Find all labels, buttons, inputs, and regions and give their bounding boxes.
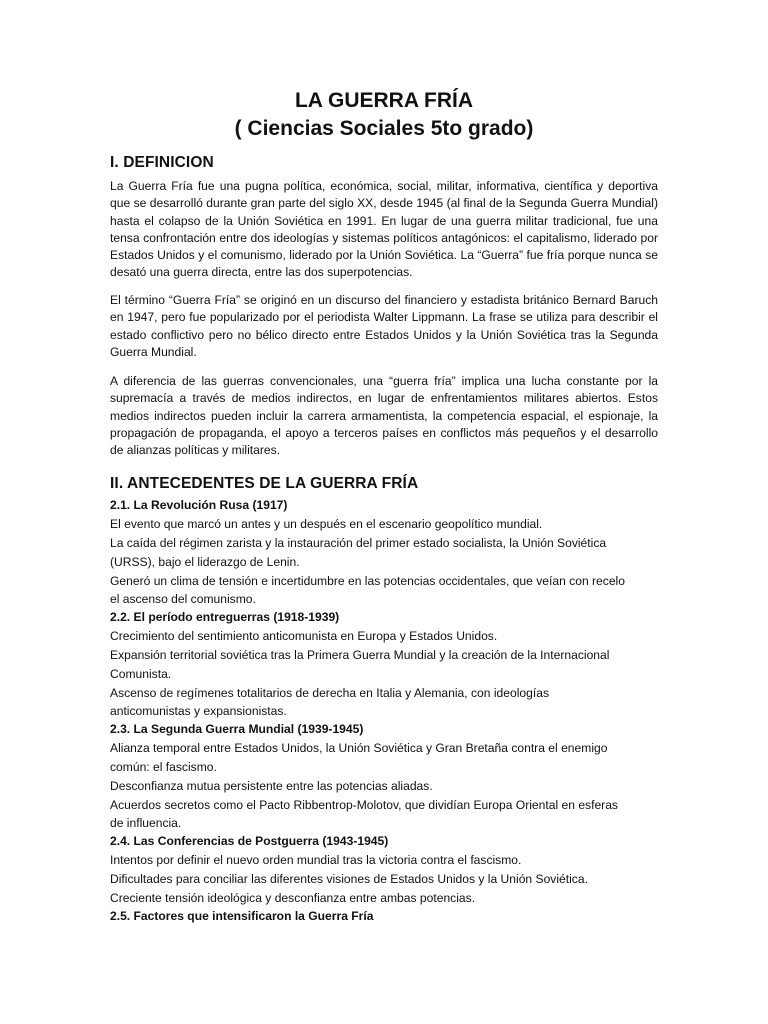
- text-line: Comunista.: [110, 667, 172, 681]
- text-line: (URSS), bajo el liderazgo de Lenin.: [110, 555, 300, 569]
- text-line: Acuerdos secretos como el Pacto Ribbentrop-Molotov, que dividían Europa Oriental en esferas: [110, 798, 618, 812]
- text-line: Desconfianza mutua persistente entre las potencias aliadas.: [110, 779, 433, 793]
- subsection-heading-2-3: 2.3. La Segunda Guerra Mundial (1939-1945): [110, 722, 364, 736]
- paragraph-definition-1: La Guerra Fría fue una pugna política, económica, social, militar, informativa, científica y deportiva que se desarrolló durante gran parte del siglo XX, desde 1945 (al final de la Segunda Guerra Mundial) hasta el colapso de la Unión Soviética en 1991. En lugar de una guerra militar tradicional, fue una tensa confrontación entre dos ideologías y sistemas políticos antagónicos: el capitalismo, liderado por Estados Unidos y el comunismo, liderado por la Unión Soviética. La “Guerra” fue fría porque nunca se desató una guerra directa, entre las dos superpotencias.: [110, 179, 658, 280]
- text-line: Crecimiento del sentimiento anticomunista en Europa y Estados Unidos.: [110, 629, 498, 643]
- text-line: Expansión territorial soviética tras la Primera Guerra Mundial y la creación de la Internacional: [110, 648, 610, 662]
- text-line: La caída del régimen zarista y la instauración del primer estado socialista, la Unión Soviética: [110, 536, 607, 550]
- subsection-heading-2-4: 2.4. Las Conferencias de Postguerra (1943-1945): [110, 834, 389, 848]
- document-subtitle: ( Ciencias Sociales 5to grado): [234, 117, 534, 140]
- text-line: de influencia.: [110, 816, 182, 830]
- paragraph-definition-2: El término “Guerra Fría” se originó en un discurso del financiero y estadista británico Bernard Baruch en 1947, pero fue popularizado por el periodista Walter Lippmann. La frase se utiliza para describir el estado conflictivo pero no bélico directo entre Estados Unidos y la Unión Soviética tras la Segunda Guerra Mundial.: [110, 293, 658, 359]
- text-line: anticomunistas y expansionistas.: [110, 704, 287, 718]
- text-line: Dificultades para conciliar las diferentes visiones de Estados Unidos y la Unión Soviética.: [110, 872, 588, 886]
- subsection-heading-2-5: 2.5. Factores que intensificaron la Guerra Fría: [110, 909, 374, 923]
- subsection-heading-2-1: 2.1. La Revolución Rusa (1917): [110, 498, 288, 512]
- text-line: Creciente tensión ideológica y desconfianza entre ambas potencias.: [110, 891, 476, 905]
- text-line: común: el fascismo.: [110, 760, 217, 774]
- section-heading-antecedentes: II. ANTECEDENTES DE LA GUERRA FRÍA: [110, 475, 419, 492]
- text-line: Generó un clima de tensión e incertidumbre en las potencias occidentales, que veían con recelo: [110, 574, 625, 588]
- paragraph-definition-3: A diferencia de las guerras convencionales, una “guerra fría” implica una lucha constante por la supremacía a través de medios indirectos, en lugar de enfrentamientos militares abiertos. Estos medios indirectos pueden incluir la carrera armamentista, la competencia espacial, el espionaje, la propagación de propaganda, el apoyo a terceros países en conflictos más pequeños y el desarrollo de alianzas políticas y militares.: [110, 374, 658, 458]
- text-line: Intentos por definir el nuevo orden mundial tras la victoria contra el fascismo.: [110, 853, 522, 867]
- text-line: el ascenso del comunismo.: [110, 592, 256, 606]
- text-line: Ascenso de regímenes totalitarios de derecha en Italia y Alemania, con ideologías: [110, 686, 550, 700]
- subsection-heading-2-2: 2.2. El período entreguerras (1918-1939): [110, 610, 340, 624]
- section-heading-definicion: I. DEFINICION: [110, 154, 214, 171]
- text-line: El evento que marcó un antes y un después en el escenario geopolítico mundial.: [110, 517, 543, 531]
- text-line: Alianza temporal entre Estados Unidos, la Unión Soviética y Gran Bretaña contra el enemigo: [110, 741, 608, 755]
- document-title: LA GUERRA FRÍA: [294, 89, 474, 112]
